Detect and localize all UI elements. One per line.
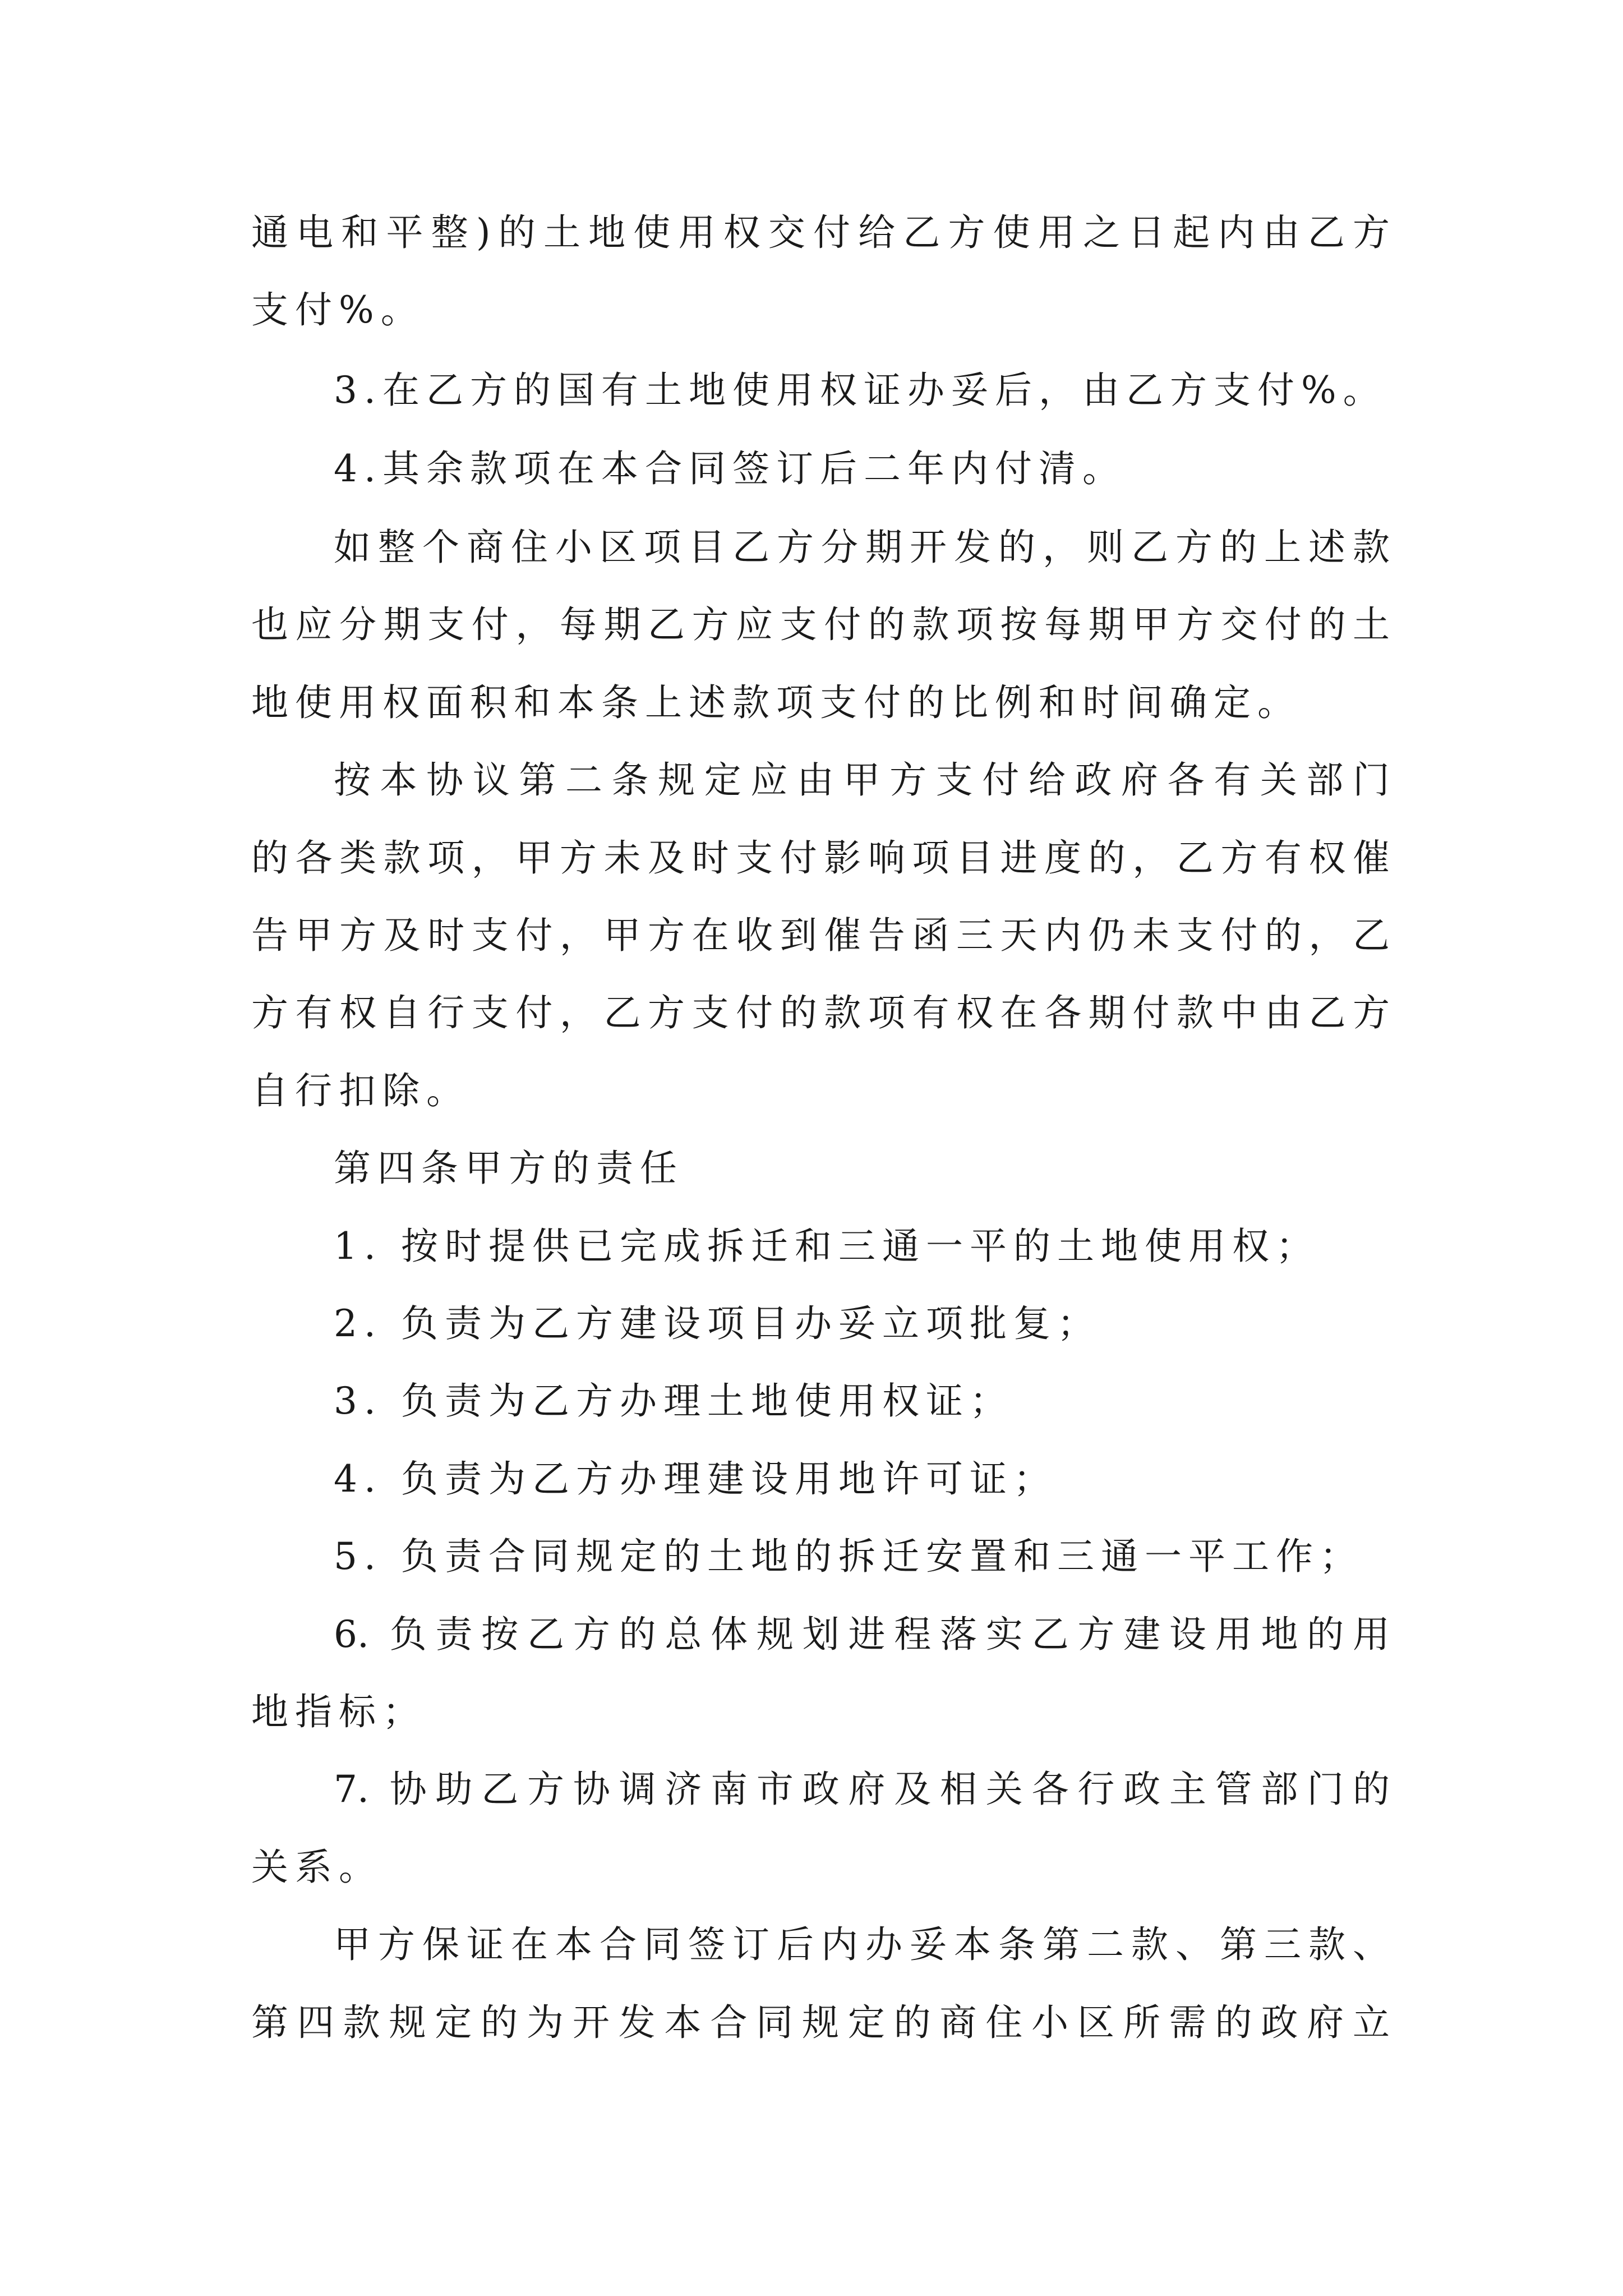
text-line: 第四款规定的为开发本合同规定的商住小区所需的政府立 <box>251 2001 1390 2044</box>
list-item-continuation: 关系。 <box>251 1846 382 1889</box>
text-line: 支付%。 <box>251 288 425 332</box>
list-item: 5. 负责合同规定的土地的拆迁安置和三通一平工作； <box>334 1535 1363 1578</box>
text-line: 的各类款项，甲方未及时支付影响项目进度的，乙方有权催 <box>251 836 1390 880</box>
list-item: 4. 负责为乙方办理建设用地许可证； <box>334 1457 1057 1501</box>
list-item: 6. 负责按乙方的总体规划进程落实乙方建设用地的用 <box>334 1613 1390 1656</box>
text-line: 自行扣除。 <box>251 1069 470 1112</box>
list-item: 7. 协助乙方协调济南市政府及相关各行政主管部门的 <box>334 1768 1390 1811</box>
text-line: 告甲方及时支付，甲方在收到催告函三天内仍未支付的，乙 <box>251 914 1390 957</box>
text-line: 通电和平整)的土地使用权交付给乙方使用之日起内由乙方 <box>251 211 1390 254</box>
text-line: 3.在乙方的国有土地使用权证办妥后，由乙方支付%。 <box>334 369 1387 412</box>
text-line: 地使用权面积和本条上述款项支付的比例和时间确定。 <box>251 681 1301 724</box>
text-line: 按本协议第二条规定应由甲方支付给政府各有关部门 <box>334 758 1390 802</box>
list-item: 3. 负责为乙方办理土地使用权证； <box>334 1379 1013 1423</box>
section-heading: 第四条甲方的责任 <box>334 1147 684 1190</box>
text-line: 方有权自行支付，乙方支付的款项有权在各期付款中由乙方 <box>251 991 1390 1034</box>
text-line: 4.其余款项在本合同签订后二年内付清。 <box>334 447 1126 490</box>
text-line: 如整个商住小区项目乙方分期开发的，则乙方的上述款 <box>334 526 1390 569</box>
text-line: 甲方保证在本合同签订后内办妥本条第二款、第三款、 <box>334 1923 1390 1966</box>
text-line: 也应分期支付，每期乙方应支付的款项按每期甲方交付的土 <box>251 603 1390 646</box>
list-item-continuation: 地指标； <box>251 1690 426 1733</box>
list-item: 1. 按时提供已完成拆迁和三通一平的土地使用权； <box>334 1225 1320 1268</box>
list-item: 2. 负责为乙方建设项目办妥立项批复； <box>334 1302 1101 1345</box>
